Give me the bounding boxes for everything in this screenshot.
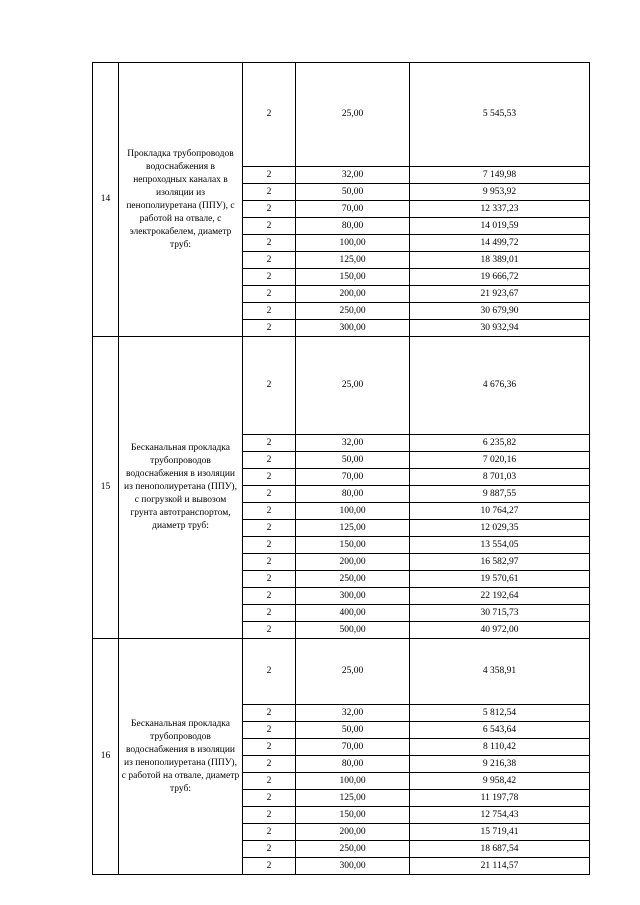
count-cell: 2 [243, 286, 296, 303]
count-cell: 2 [243, 537, 296, 554]
section-number: 15 [93, 337, 119, 639]
count-cell: 2 [243, 722, 296, 739]
diameter-cell: 100,00 [296, 503, 410, 520]
diameter-cell: 100,00 [296, 235, 410, 252]
section-description: Прокладка трубопроводов водоснабжения в непроходных каналах в изоляции из пенополиуретана (ППУ), с работой на отвале, с электрокабелем, диаметр труб: [119, 63, 243, 337]
count-cell: 2 [243, 486, 296, 503]
price-cell: 6 235,82 [410, 435, 590, 452]
count-cell: 2 [243, 469, 296, 486]
table-row [93, 337, 590, 435]
price-table-body [93, 63, 590, 875]
section-description: Бесканальная прокладка трубопроводов водоснабжения в изоляции из пенополиуретана (ППУ), с работой на отвале, диаметр труб: [119, 639, 243, 875]
diameter-cell: 150,00 [296, 537, 410, 554]
price-cell: 4 676,36 [410, 337, 590, 435]
price-cell: 30 679,90 [410, 303, 590, 320]
count-cell: 2 [243, 773, 296, 790]
diameter-cell: 50,00 [296, 184, 410, 201]
diameter-cell: 300,00 [296, 588, 410, 605]
price-cell: 9 953,92 [410, 184, 590, 201]
diameter-cell: 125,00 [296, 252, 410, 269]
count-cell: 2 [243, 452, 296, 469]
diameter-cell: 150,00 [296, 807, 410, 824]
diameter-cell: 300,00 [296, 858, 410, 875]
diameter-cell: 70,00 [296, 201, 410, 218]
diameter-cell: 70,00 [296, 739, 410, 756]
count-cell: 2 [243, 605, 296, 622]
price-cell: 19 570,61 [410, 571, 590, 588]
price-cell: 16 582,97 [410, 554, 590, 571]
count-cell: 2 [243, 303, 296, 320]
diameter-cell: 50,00 [296, 452, 410, 469]
diameter-cell: 80,00 [296, 486, 410, 503]
count-cell: 2 [243, 320, 296, 337]
diameter-cell: 125,00 [296, 790, 410, 807]
diameter-cell: 500,00 [296, 622, 410, 639]
count-cell: 2 [243, 739, 296, 756]
price-cell: 12 337,23 [410, 201, 590, 218]
price-cell: 6 543,64 [410, 722, 590, 739]
price-cell: 30 715,73 [410, 605, 590, 622]
diameter-cell: 25,00 [296, 337, 410, 435]
price-cell: 11 197,78 [410, 790, 590, 807]
count-cell: 2 [243, 639, 296, 705]
diameter-cell: 250,00 [296, 303, 410, 320]
diameter-cell: 200,00 [296, 554, 410, 571]
diameter-cell: 80,00 [296, 756, 410, 773]
price-cell: 15 719,41 [410, 824, 590, 841]
diameter-cell: 200,00 [296, 824, 410, 841]
count-cell: 2 [243, 841, 296, 858]
count-cell: 2 [243, 824, 296, 841]
price-cell: 14 019,59 [410, 218, 590, 235]
price-table [92, 62, 590, 875]
count-cell: 2 [243, 218, 296, 235]
diameter-cell: 25,00 [296, 639, 410, 705]
count-cell: 2 [243, 252, 296, 269]
count-cell: 2 [243, 807, 296, 824]
table-row [93, 63, 590, 167]
diameter-cell: 250,00 [296, 571, 410, 588]
section-number: 16 [93, 639, 119, 875]
count-cell: 2 [243, 705, 296, 722]
count-cell: 2 [243, 269, 296, 286]
diameter-cell: 50,00 [296, 722, 410, 739]
count-cell: 2 [243, 503, 296, 520]
price-cell: 9 887,55 [410, 486, 590, 503]
count-cell: 2 [243, 63, 296, 167]
price-cell: 9 958,42 [410, 773, 590, 790]
count-cell: 2 [243, 756, 296, 773]
diameter-cell: 300,00 [296, 320, 410, 337]
price-cell: 30 932,94 [410, 320, 590, 337]
count-cell: 2 [243, 790, 296, 807]
count-cell: 2 [243, 588, 296, 605]
count-cell: 2 [243, 201, 296, 218]
price-cell: 5 812,54 [410, 705, 590, 722]
count-cell: 2 [243, 571, 296, 588]
price-cell: 13 554,05 [410, 537, 590, 554]
section-description: Бесканальная прокладка трубопроводов водоснабжения в изоляции из пенополиуретана (ППУ), с погрузкой и вывозом грунта автотранспортом, диаметр труб: [119, 337, 243, 639]
price-cell: 10 764,27 [410, 503, 590, 520]
diameter-cell: 70,00 [296, 469, 410, 486]
price-cell: 12 029,35 [410, 520, 590, 537]
diameter-cell: 400,00 [296, 605, 410, 622]
price-cell: 40 972,00 [410, 622, 590, 639]
price-cell: 14 499,72 [410, 235, 590, 252]
price-cell: 4 358,91 [410, 639, 590, 705]
diameter-cell: 80,00 [296, 218, 410, 235]
price-cell: 22 192,64 [410, 588, 590, 605]
count-cell: 2 [243, 520, 296, 537]
count-cell: 2 [243, 622, 296, 639]
diameter-cell: 200,00 [296, 286, 410, 303]
price-cell: 7 149,98 [410, 167, 590, 184]
count-cell: 2 [243, 554, 296, 571]
price-cell: 7 020,16 [410, 452, 590, 469]
diameter-cell: 32,00 [296, 435, 410, 452]
table-row [93, 639, 590, 705]
price-cell: 19 666,72 [410, 269, 590, 286]
count-cell: 2 [243, 858, 296, 875]
price-cell: 21 923,67 [410, 286, 590, 303]
count-cell: 2 [243, 337, 296, 435]
diameter-cell: 25,00 [296, 63, 410, 167]
price-cell: 8 701,03 [410, 469, 590, 486]
diameter-cell: 150,00 [296, 269, 410, 286]
diameter-cell: 32,00 [296, 167, 410, 184]
count-cell: 2 [243, 184, 296, 201]
diameter-cell: 125,00 [296, 520, 410, 537]
price-cell: 21 114,57 [410, 858, 590, 875]
price-cell: 18 687,54 [410, 841, 590, 858]
section-number: 14 [93, 63, 119, 337]
price-cell: 18 389,01 [410, 252, 590, 269]
price-cell: 5 545,53 [410, 63, 590, 167]
count-cell: 2 [243, 235, 296, 252]
diameter-cell: 32,00 [296, 705, 410, 722]
count-cell: 2 [243, 167, 296, 184]
diameter-cell: 250,00 [296, 841, 410, 858]
price-cell: 9 216,38 [410, 756, 590, 773]
price-cell: 8 110,42 [410, 739, 590, 756]
count-cell: 2 [243, 435, 296, 452]
price-cell: 12 754,43 [410, 807, 590, 824]
diameter-cell: 100,00 [296, 773, 410, 790]
